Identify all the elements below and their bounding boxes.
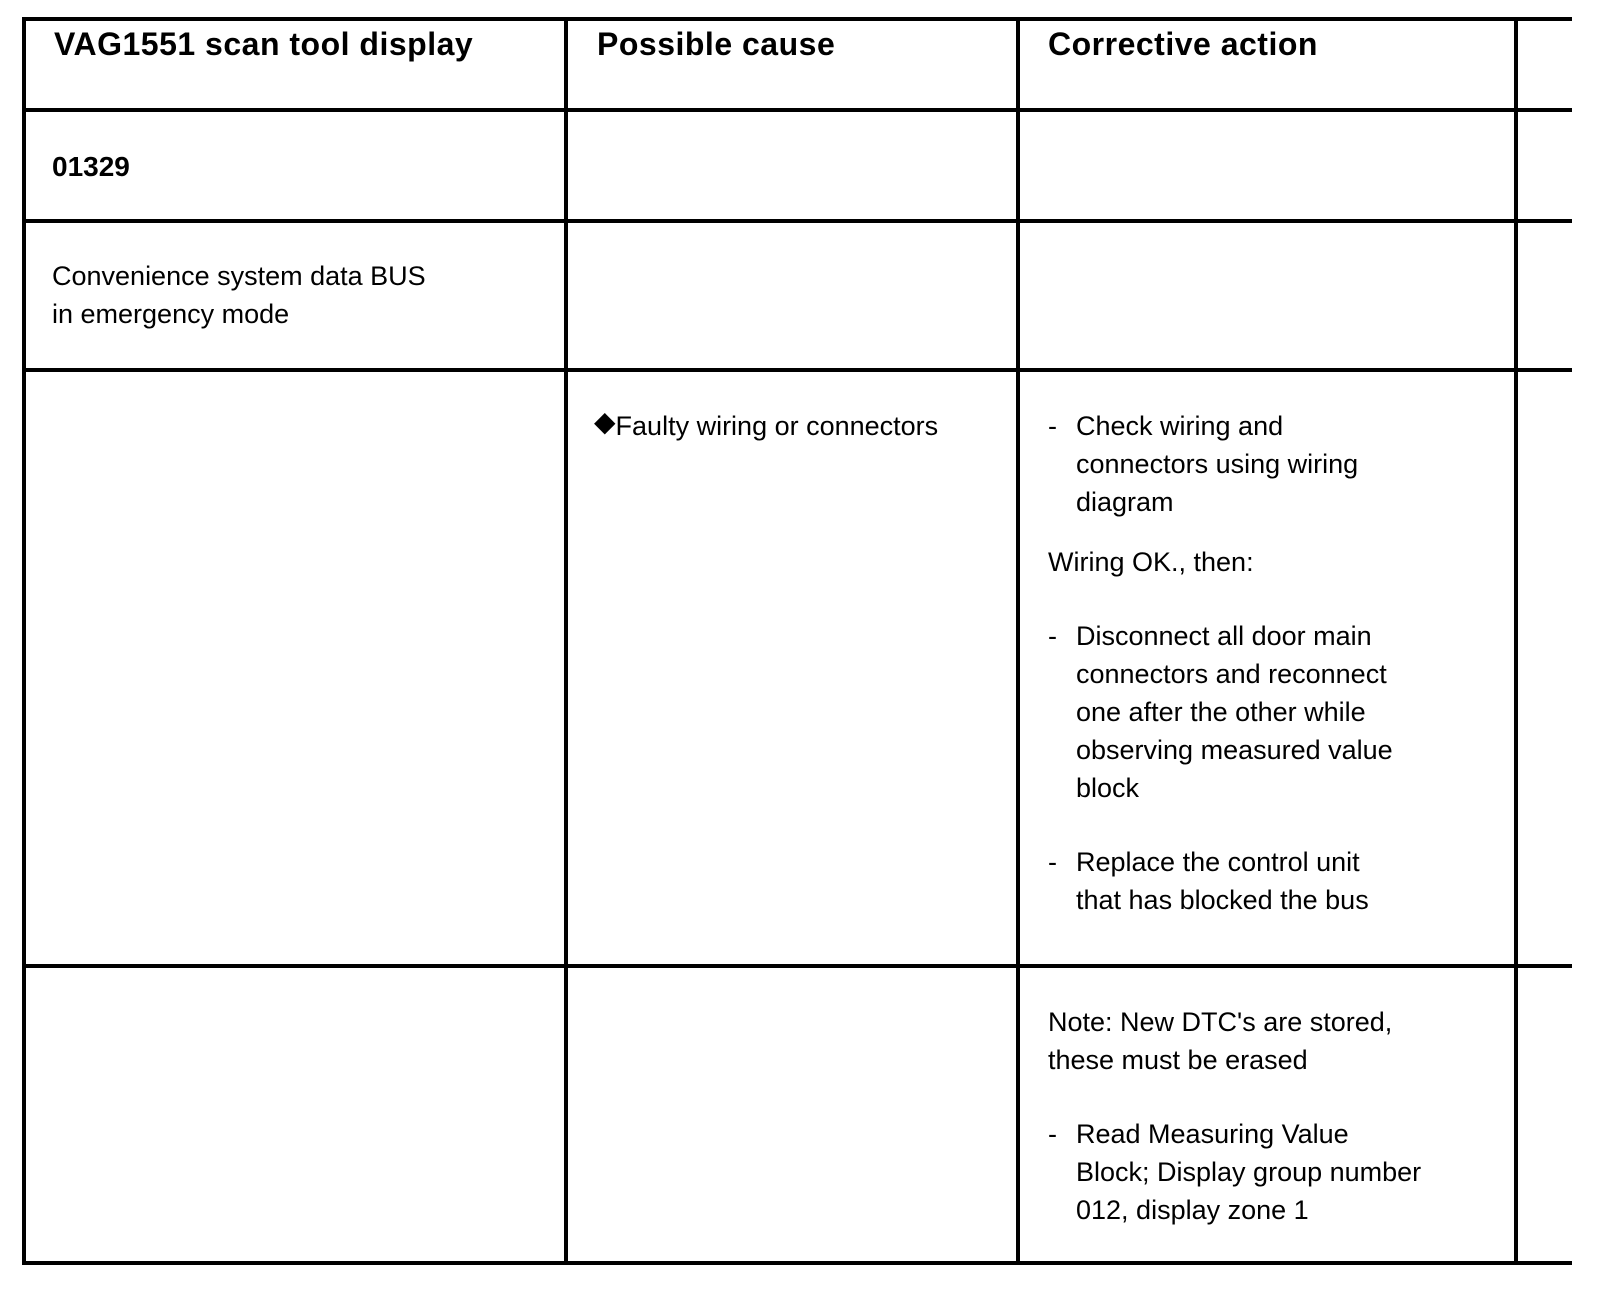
dtc-description-line-2: in emergency mode bbox=[52, 299, 290, 329]
header-divider bbox=[22, 108, 1572, 112]
diamond-bullet-icon: ◆ bbox=[594, 406, 616, 437]
action-replace-control-unit bbox=[1048, 843, 1508, 919]
action-replace-line-2: that has blocked the bus bbox=[1076, 885, 1369, 915]
row-divider-1 bbox=[22, 219, 1572, 223]
header-possible-cause: Possible cause bbox=[597, 26, 836, 62]
action-read-measuring-value-block bbox=[1048, 1115, 1508, 1229]
dash-marker: - bbox=[1048, 411, 1057, 441]
action-read-line-1: Read Measuring Value bbox=[1076, 1119, 1349, 1149]
action-read-line-2: Block; Display group number bbox=[1076, 1157, 1422, 1187]
header-corrective-action: Corrective action bbox=[1048, 26, 1318, 62]
column-divider-1 bbox=[564, 17, 568, 1265]
possible-cause bbox=[594, 407, 938, 445]
dtc-description-line-1: Convenience system data BUS bbox=[52, 261, 426, 291]
action-check-wiring-line-2: connectors using wiring bbox=[1076, 449, 1359, 479]
action-disconnect-line-5: block bbox=[1076, 773, 1140, 803]
dtc-code: 01329 bbox=[52, 151, 130, 182]
action-check-wiring-line-3: diagram bbox=[1076, 487, 1174, 517]
table-border-top bbox=[22, 17, 1572, 21]
table-border-right bbox=[1514, 17, 1518, 1265]
table-border-bottom bbox=[22, 1261, 1572, 1265]
header-scan-tool-display: VAG1551 scan tool display bbox=[54, 26, 474, 62]
action-check-wiring-line-1: Check wiring and bbox=[1076, 411, 1284, 441]
dash-marker: - bbox=[1048, 1119, 1057, 1149]
action-disconnect-connectors bbox=[1048, 617, 1508, 807]
diagnostic-table bbox=[22, 17, 1572, 1307]
action-replace-line-1: Replace the control unit bbox=[1076, 847, 1360, 877]
action-read-line-3: 012, display zone 1 bbox=[1076, 1195, 1309, 1225]
action-disconnect-line-1: Disconnect all door main bbox=[1076, 621, 1372, 651]
action-disconnect-line-2: connectors and reconnect bbox=[1076, 659, 1387, 689]
column-divider-2 bbox=[1016, 17, 1020, 1265]
action-check-wiring bbox=[1048, 407, 1508, 521]
row-divider-2 bbox=[22, 368, 1572, 372]
row-divider-3 bbox=[22, 964, 1572, 968]
note-section bbox=[1048, 1003, 1508, 1229]
note-line-1: Note: New DTC's are stored, bbox=[1048, 1007, 1393, 1037]
dash-marker: - bbox=[1048, 847, 1057, 877]
dash-marker: - bbox=[1048, 621, 1057, 651]
possible-cause-text: Faulty wiring or connectors bbox=[615, 411, 939, 441]
table-border-left bbox=[22, 17, 26, 1265]
note-line-2: these must be erased bbox=[1048, 1045, 1308, 1075]
wiring-ok-text: Wiring OK., then: bbox=[1048, 547, 1254, 577]
action-disconnect-line-4: observing measured value bbox=[1076, 735, 1393, 765]
corrective-actions bbox=[1048, 407, 1508, 919]
action-disconnect-line-3: one after the other while bbox=[1076, 697, 1366, 727]
dtc-description bbox=[52, 257, 426, 333]
